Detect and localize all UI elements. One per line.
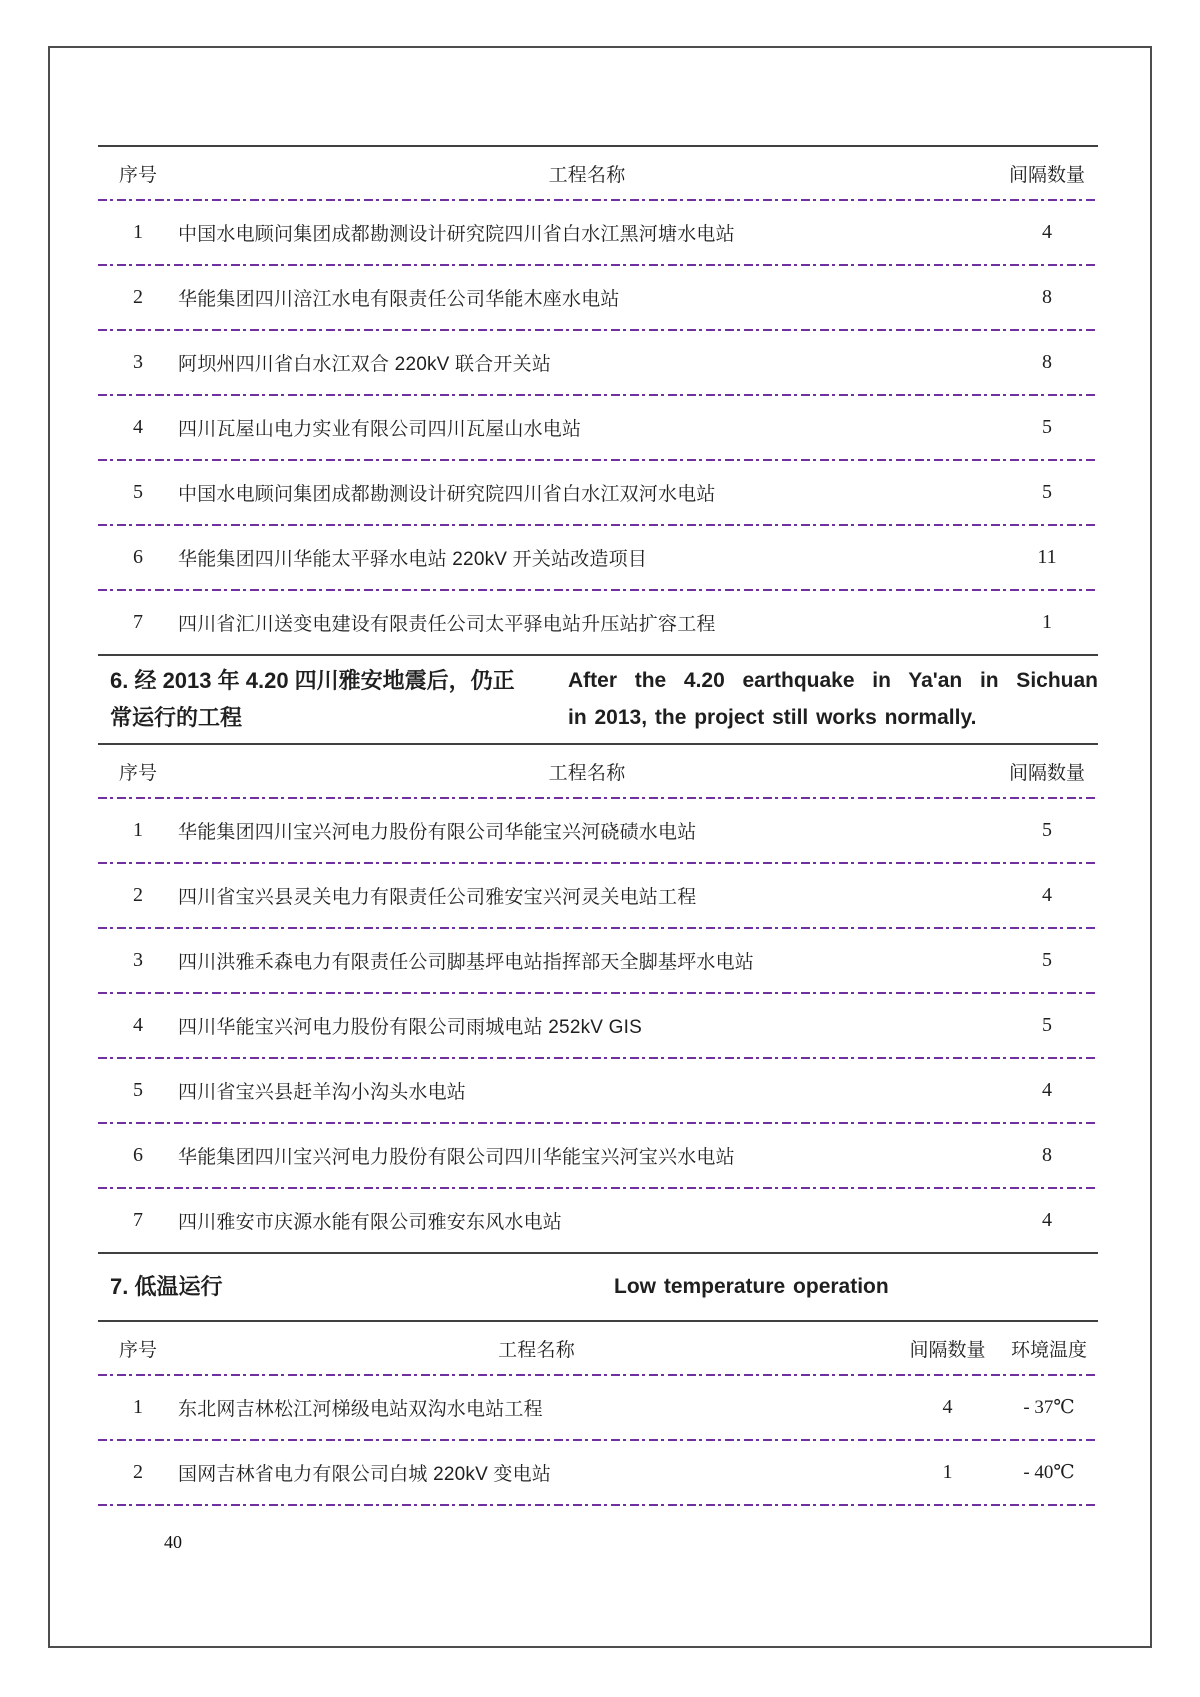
index-cell: 4	[133, 416, 143, 438]
table-header-row	[98, 1322, 1098, 1374]
table-row	[98, 1189, 1098, 1252]
table-row	[98, 331, 1098, 394]
name-cell: 四川雅安市庆源水能有限公司雅安东风水电站	[178, 1212, 563, 1233]
header-ambient-temp: 环境温度	[1010, 1339, 1087, 1361]
header-bay-count: 间隔数量	[909, 1339, 986, 1361]
page-content	[98, 145, 1098, 1553]
table-row	[98, 201, 1098, 264]
temp-cell: - 40℃	[1023, 1462, 1075, 1483]
table-row	[98, 396, 1098, 459]
count-cell: 8	[1042, 351, 1052, 373]
section-7-heading	[98, 1254, 1098, 1320]
header-project-name: 工程名称	[498, 1339, 575, 1361]
temp-cell: - 37℃	[1023, 1397, 1075, 1418]
header-index: 序号	[118, 164, 157, 186]
index-cell: 3	[133, 949, 143, 971]
index-cell: 1	[133, 819, 143, 841]
index-cell: 2	[133, 286, 143, 308]
table-row	[98, 526, 1098, 589]
index-cell: 7	[133, 1209, 143, 1231]
name-cell: 四川省宝兴县灵关电力有限责任公司雅安宝兴河灵关电站工程	[178, 887, 697, 908]
table-row	[98, 1441, 1098, 1504]
name-cell: 国网吉林省电力有限公司白城 220kV 变电站	[178, 1464, 552, 1485]
table-row	[98, 929, 1098, 992]
count-cell: 5	[1042, 416, 1052, 438]
table-body	[98, 797, 1098, 1252]
index-cell: 1	[133, 221, 143, 243]
page-number: 40	[164, 1532, 182, 1552]
count-cell: 5	[1042, 481, 1052, 503]
table-header-row	[98, 745, 1098, 797]
count-cell: 4	[1042, 1079, 1052, 1101]
name-cell: 阿坝州四川省白水江双合 220kV 联合开关站	[178, 354, 552, 375]
name-cell: 四川华能宝兴河电力股份有限公司雨城电站 252kV GIS	[178, 1017, 642, 1038]
count-cell: 8	[1042, 286, 1052, 308]
header-project-name: 工程名称	[548, 164, 626, 186]
table-row	[98, 1376, 1098, 1439]
index-cell: 6	[133, 1144, 143, 1166]
section-7-title-en: Low temperature operation	[614, 1275, 889, 1298]
table-row	[98, 591, 1098, 654]
name-cell: 四川瓦屋山电力实业有限公司四川瓦屋山水电站	[178, 419, 582, 440]
section-6-zh-line1: 6. 经 2013 年 4.20 四川雅安地震后，仍正	[110, 668, 515, 693]
name-cell: 四川省宝兴县赶羊沟小沟头水电站	[178, 1082, 467, 1103]
table-body	[98, 199, 1098, 654]
section-6-title-en	[568, 662, 1098, 736]
index-cell: 2	[133, 1461, 143, 1483]
name-cell: 四川洪雅禾森电力有限责任公司脚基坪电站指挥部天全脚基坪水电站	[178, 952, 755, 973]
count-cell: 5	[1042, 1014, 1052, 1036]
name-cell: 华能集团四川宝兴河电力股份有限公司四川华能宝兴河宝兴水电站	[178, 1147, 735, 1168]
index-cell: 4	[133, 1014, 143, 1036]
table-row	[98, 461, 1098, 524]
count-cell: 4	[942, 1396, 953, 1418]
section-6-heading	[98, 656, 1098, 743]
count-cell: 4	[1042, 1209, 1052, 1231]
index-cell: 7	[133, 611, 143, 633]
dash-dot-separator	[98, 1504, 1098, 1506]
count-cell: 4	[1042, 221, 1052, 243]
count-cell: 4	[1042, 884, 1052, 906]
name-cell: 东北网吉林松江河梯级电站双沟水电站工程	[178, 1399, 543, 1420]
table-operating-projects	[98, 145, 1098, 656]
count-cell: 5	[1042, 819, 1052, 841]
count-cell: 1	[1042, 611, 1052, 633]
count-cell: 11	[1037, 546, 1057, 568]
count-cell: 1	[942, 1461, 953, 1483]
index-cell: 2	[133, 884, 143, 906]
name-cell: 中国水电顾问集团成都勘测设计研究院四川省白水江双河水电站	[178, 484, 716, 505]
table-row	[98, 1059, 1098, 1122]
name-cell: 华能集团四川宝兴河电力股份有限公司华能宝兴河硗碛水电站	[178, 822, 697, 843]
count-cell: 5	[1042, 949, 1052, 971]
name-cell: 华能集团四川华能太平驿水电站 220kV 开关站改造项目	[178, 549, 648, 570]
section-7-title-zh: 7. 低温运行	[110, 1274, 223, 1299]
table-row	[98, 994, 1098, 1057]
table-earthquake-projects	[98, 743, 1098, 1254]
table-header-row	[98, 147, 1098, 199]
header-index: 序号	[118, 1339, 157, 1361]
name-cell: 华能集团四川涪江水电有限责任公司华能木座水电站	[178, 289, 620, 310]
name-cell: 中国水电顾问集团成都勘测设计研究院四川省白水江黑河塘水电站	[178, 224, 735, 245]
section-6-title-zh	[110, 662, 568, 736]
header-index: 序号	[118, 762, 157, 784]
table-body	[98, 1374, 1098, 1506]
section-6-en-line2: in 2013, the project still works normally.	[568, 706, 977, 729]
table-row	[98, 799, 1098, 862]
header-bay-count: 间隔数量	[1008, 762, 1085, 784]
index-cell: 5	[133, 1079, 143, 1101]
index-cell: 1	[133, 1396, 143, 1418]
section-6-en-line1: After the 4.20 earthquake in Ya'an in Sichuan	[568, 669, 1098, 692]
header-project-name: 工程名称	[548, 762, 626, 784]
name-cell: 四川省汇川送变电建设有限责任公司太平驿电站升压站扩容工程	[178, 614, 716, 635]
table-row	[98, 266, 1098, 329]
table-low-temp-projects	[98, 1320, 1098, 1506]
index-cell: 6	[133, 546, 143, 568]
header-bay-count: 间隔数量	[1008, 164, 1085, 186]
table-row	[98, 864, 1098, 927]
table-row	[98, 1124, 1098, 1187]
index-cell: 5	[133, 481, 143, 503]
section-6-zh-line2: 常运行的工程	[110, 705, 243, 730]
index-cell: 3	[133, 351, 143, 373]
count-cell: 8	[1042, 1144, 1052, 1166]
